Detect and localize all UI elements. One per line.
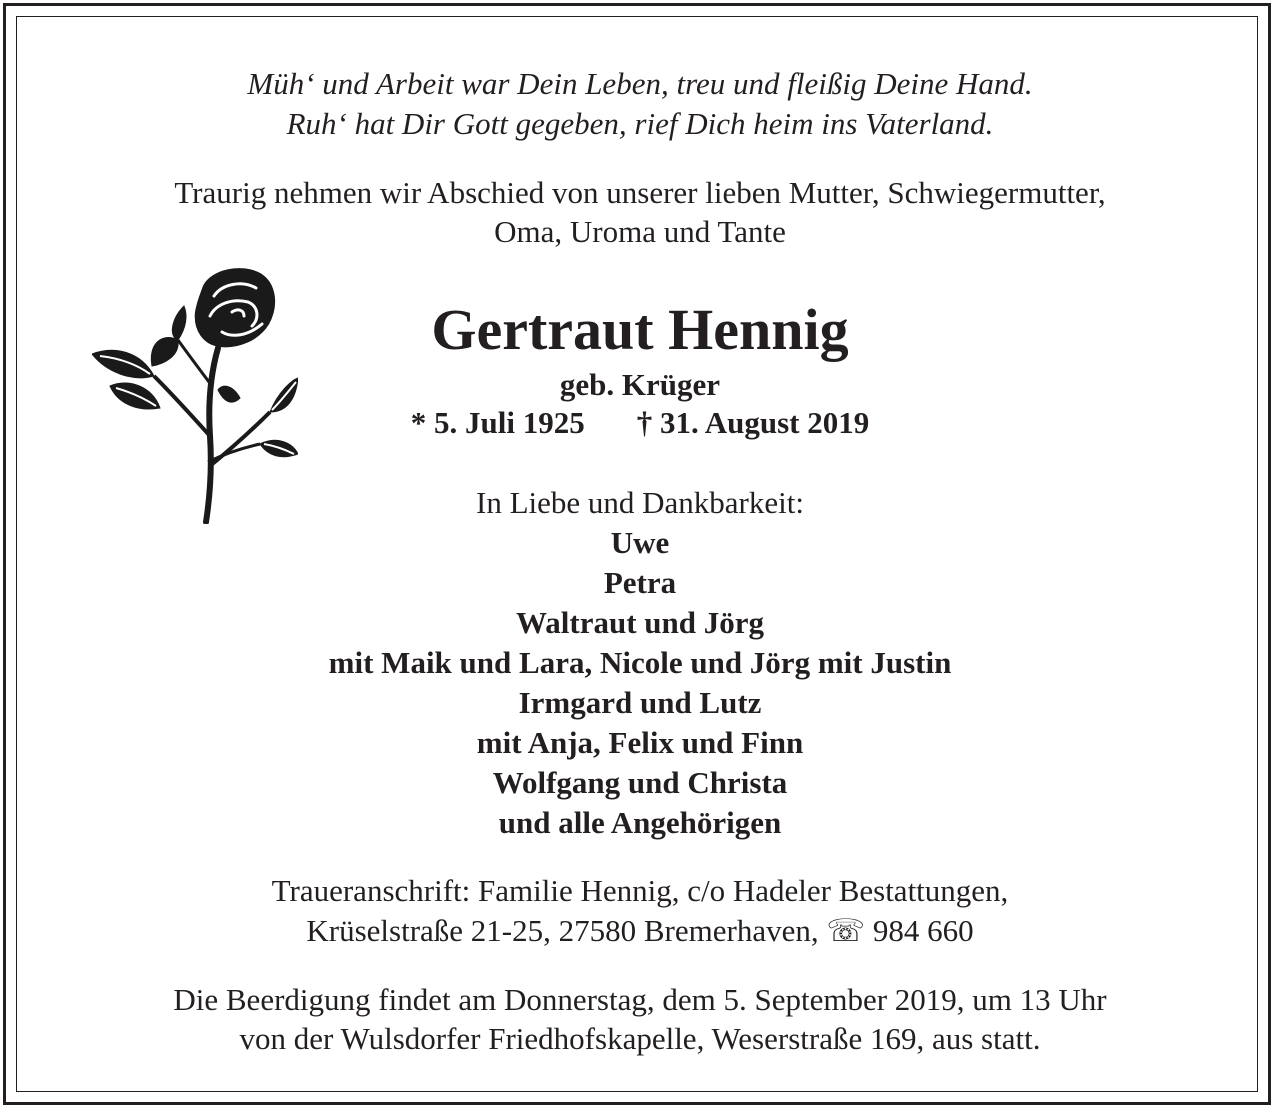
birth-date: * 5. Juli 1925 — [410, 405, 585, 440]
mourning-address-line-1: Traueranschrift: Familie Hennig, c/o Hadeler Bestattungen, — [271, 873, 1009, 908]
life-dates — [0, 405, 1280, 441]
death-date: † 31. August 2019 — [636, 405, 870, 440]
mourner-name: mit Maik und Lara, Nicole und Jörg mit Justin — [328, 645, 952, 680]
intro-line-1: Traurig nehmen wir Abschied von unserer lieben Mutter, Schwiegermutter, — [174, 175, 1106, 210]
birth-name: geb. Krüger — [559, 367, 721, 402]
intro-line-2: Oma, Uroma und Tante — [494, 214, 786, 249]
mourning-address-line-2: Krüselstraße 21-25, 27580 Bremerhaven, ☏ 984 660 — [306, 913, 974, 948]
verse-line-2: Ruh‘ hat Dir Gott gegeben, rief Dich heim ins Vaterland. — [286, 106, 994, 141]
mourner-name: und alle Angehörigen — [498, 805, 782, 840]
mourner-name: mit Anja, Felix und Finn — [476, 725, 804, 760]
mourner-name: Uwe — [610, 525, 670, 560]
verse-line-1: Müh‘ und Arbeit war Dein Leben, treu und fleißig Deine Hand. — [247, 66, 1033, 101]
mourner-name: Waltraut und Jörg — [515, 605, 765, 640]
mourner-name: Irmgard und Lutz — [518, 685, 762, 720]
deceased-name: Gertraut Hennig — [431, 297, 849, 362]
mourner-name: Petra — [603, 565, 677, 600]
funeral-info-line-2: von der Wulsdorfer Friedhofskapelle, Weserstraße 169, aus statt. — [239, 1021, 1041, 1056]
mourner-name: Wolfgang und Christa — [492, 765, 788, 800]
mourners-heading: In Liebe und Dankbarkeit: — [476, 485, 804, 520]
funeral-info-line-1: Die Beerdigung findet am Donnerstag, dem 5. September 2019, um 13 Uhr — [173, 982, 1107, 1017]
